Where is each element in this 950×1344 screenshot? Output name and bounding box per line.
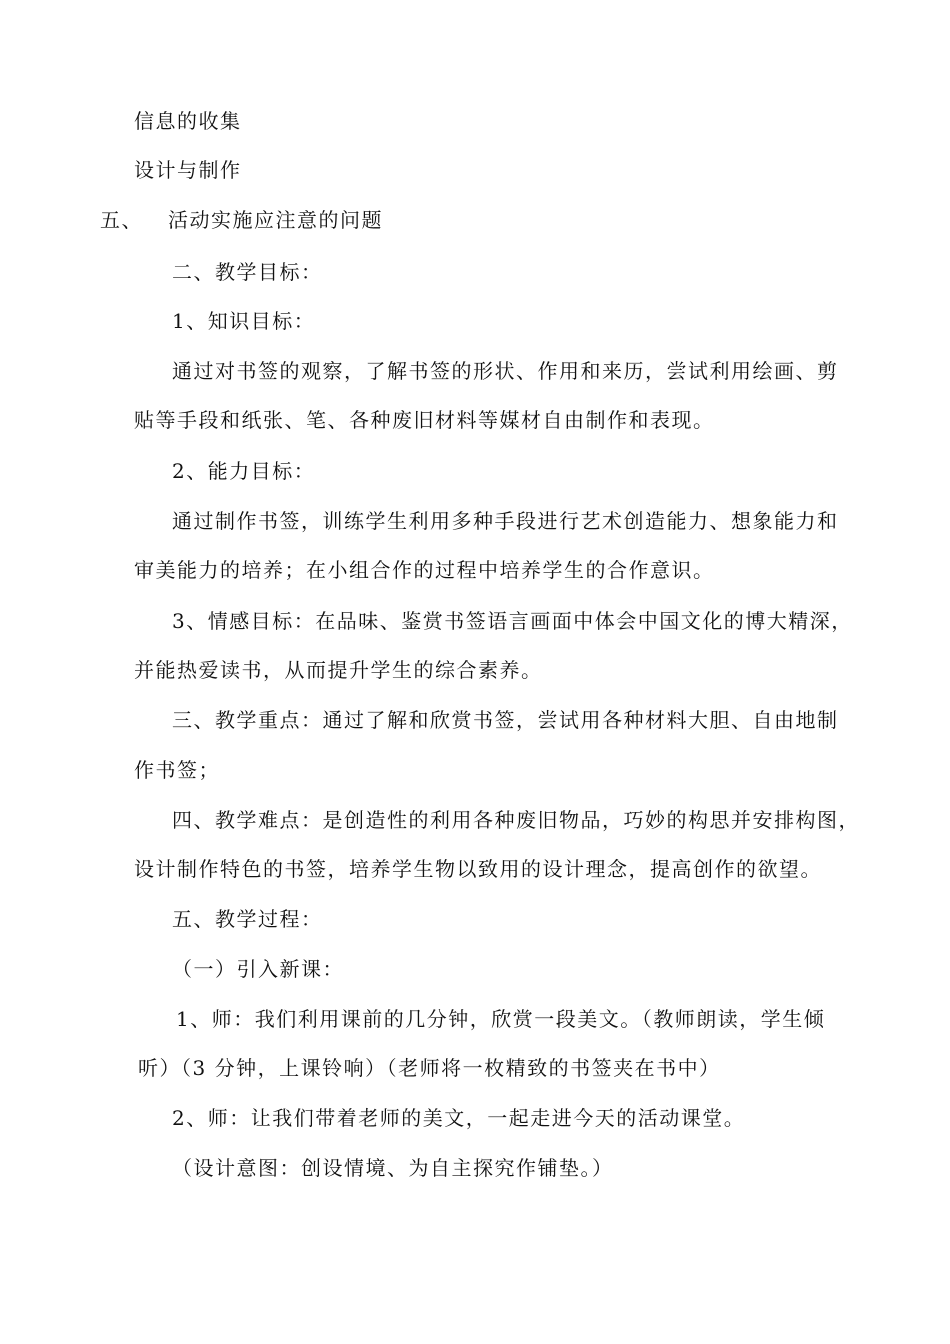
text-line: 2、师：让我们带着老师的美文，一起走进今天的活动课堂。 <box>172 1106 746 1130</box>
section-number: 五、 <box>100 208 143 232</box>
section-heading <box>100 206 383 234</box>
section-title: 活动实施应注意的问题 <box>168 208 383 232</box>
text-line: 听）（3 分钟，上课铃响）（老师将一枚精致的书签夹在书中） <box>138 1056 721 1080</box>
text-line: 1、知识目标： <box>172 309 316 333</box>
text-line: 1、师：我们利用课前的几分钟，欣赏一段美文。（教师朗读，学生倾 <box>176 1007 826 1031</box>
text-line: 二、教学目标： <box>172 260 323 284</box>
text-line: 并能热爱读书，从而提升学生的综合素养。 <box>134 658 543 682</box>
text-line: （一）引入新课： <box>172 957 344 981</box>
text-line: 通过制作书签，训练学生利用多种手段进行艺术创造能力、想象能力和 <box>172 509 839 533</box>
text-line: 2、能力目标： <box>172 459 316 483</box>
text-line: 信息的收集 <box>134 109 242 133</box>
text-line: 三、教学重点：通过了解和欣赏书签，尝试用各种材料大胆、自由地制 <box>172 708 839 732</box>
text-line: 3、情感目标：在品味、鉴赏书签语言画面中体会中国文化的博大精深， <box>172 609 853 633</box>
text-line: 通过对书签的观察，了解书签的形状、作用和来历，尝试利用绘画、剪 <box>172 359 839 383</box>
text-line: 贴等手段和纸张、笔、各种废旧材料等媒材自由制作和表现。 <box>134 408 715 432</box>
text-line: （设计意图：创设情境、为自主探究作铺垫。） <box>172 1156 614 1180</box>
text-line: 审美能力的培养；在小组合作的过程中培养学生的合作意识。 <box>134 558 715 582</box>
text-line: 五、教学过程： <box>172 907 323 931</box>
text-line: 作书签； <box>134 758 220 782</box>
text-line: 四、教学难点：是创造性的利用各种废旧物品，巧妙的构思并安排构图， <box>172 808 860 832</box>
text-line: 设计制作特色的书签，培养学生物以致用的设计理念，提高创作的欲望。 <box>134 857 822 881</box>
text-line: 设计与制作 <box>134 158 242 182</box>
